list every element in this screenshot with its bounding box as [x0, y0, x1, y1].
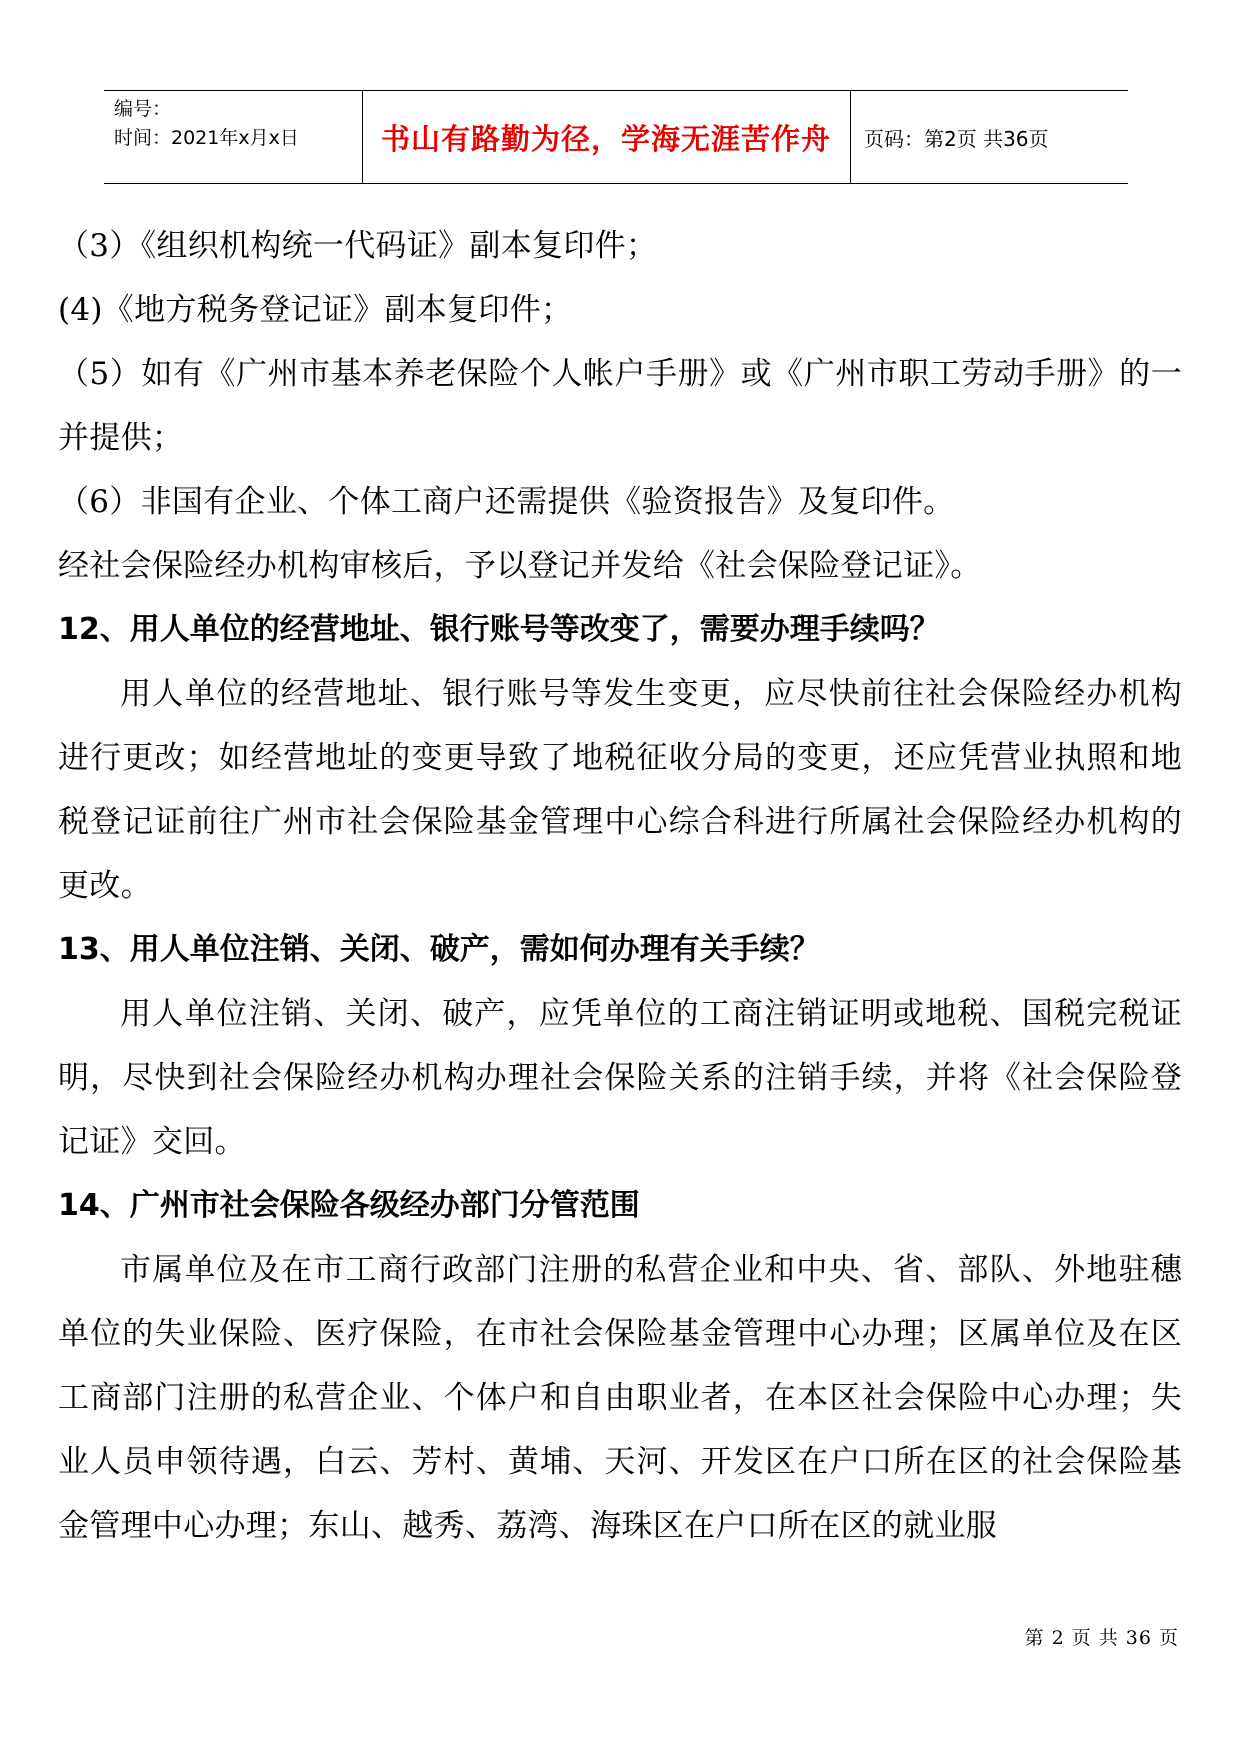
list-item: （6）非国有企业、个体工商户还需提供《验资报告》及复印件。: [58, 484, 955, 520]
body-paragraph: 用人单位注销、关闭、破产，应凭单位的工商注销证明或地税、国税完税证明，尽快到社会保险经办机构办理社会保险关系的注销手续，并将《社会保险登记证》交回。: [58, 996, 1182, 1160]
page-footer: 第 2 页 共 36 页: [1024, 1627, 1179, 1649]
header-motto: 书山有路勤为径，学海无涯苦作舟: [380, 121, 831, 156]
header-meta: [114, 95, 299, 153]
list-item: （3）《组织机构统一代码证》副本复印件；: [58, 228, 658, 264]
body-paragraph: 市属单位及在市工商行政部门注册的私营企业和中央、省、部队、外地驻穗单位的失业保险、医疗保险，在市社会保险基金管理中心办理；区属单位及在区工商部门注册的私营企业、个体户和自由职业者，在本区社会保险中心办理；失业人员申领待遇，白云、芳村、黄埔、天河、开发区在户口所在区的社会保险基金管理中心办理；东山、越秀、荔湾、海珠区在户口所在区的就业服: [58, 1252, 1182, 1544]
list-item: （5）如有《广州市基本养老保险个人帐户手册》或《广州市职工劳动手册》的一并提供；: [58, 356, 1182, 456]
header-page-info: 页码：第2页 共36页: [864, 126, 1049, 151]
document-header: [104, 90, 1128, 184]
time-label: 时间：2021年x月x日: [114, 127, 299, 149]
header-divider: [850, 91, 851, 183]
document-body: [58, 214, 1182, 1558]
section-heading: 14、广州市社会保险各级经办部门分管范围: [58, 1188, 640, 1223]
section-heading: 12、用人单位的经营地址、银行账号等改变了，需要办理手续吗？: [58, 612, 940, 647]
section-heading: 13、用人单位注销、关闭、破产，需如何办理有关手续？: [58, 932, 820, 967]
list-item: 经社会保险经办机构审核后，予以登记并发给《社会保险登记证》。: [58, 548, 982, 584]
list-item: (4)《地方税务登记证》副本复印件；: [58, 292, 573, 328]
serial-label: 编号：: [114, 98, 172, 120]
body-paragraph: 用人单位的经营地址、银行账号等发生变更，应尽快前往社会保险经办机构进行更改；如经营地址的变更导致了地税征收分局的变更，还应凭营业执照和地税登记证前往广州市社会保险基金管理中心综合科进行所属社会保险经办机构的更改。: [58, 676, 1182, 904]
